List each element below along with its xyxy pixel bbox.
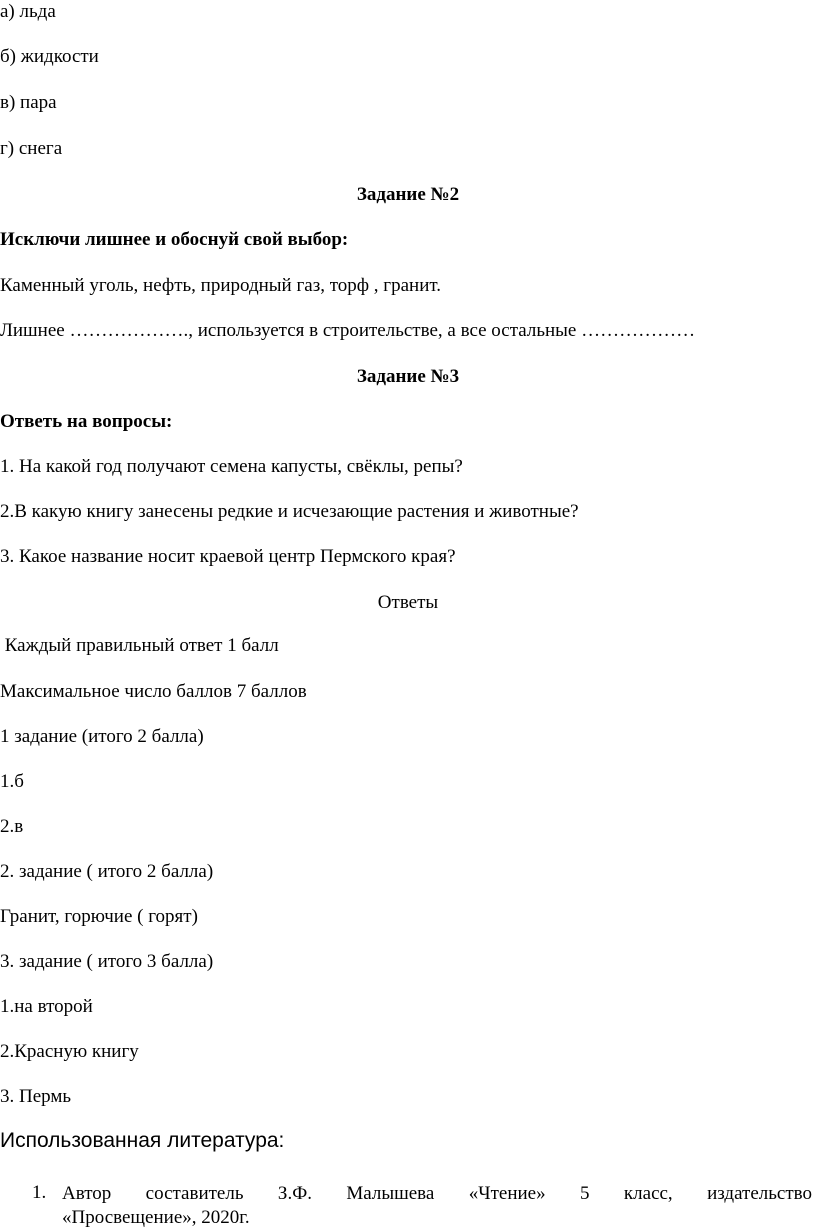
reference-line-1: Автор составитель З.Ф. Малышева «Чтение» 5 класс, издательство (62, 1183, 812, 1204)
task3-instruction: Ответь на вопросы: (0, 411, 173, 432)
answer-line: 2.Красную книгу (0, 1041, 139, 1062)
task2-instruction: Исключи лишнее и обоснуй свой выбор: (0, 229, 349, 250)
answers-title: Ответы (377, 592, 439, 613)
option-a: а) льда (0, 1, 56, 22)
task2-fill-sentence: Лишнее ………………., используется в строительстве, а все остальные ……………… (0, 320, 696, 341)
task3-title: Задание №3 (356, 366, 460, 387)
reference-number: 1. (32, 1182, 47, 1203)
answer-line: 1 задание (итого 2 балла) (0, 726, 204, 747)
task3-question-2: 2.В какую книгу занесены редкие и исчезающие растения и животные? (0, 501, 579, 522)
option-d: г) снега (0, 138, 63, 159)
option-b: б) жидкости (0, 46, 99, 67)
answer-line: 1.б (0, 771, 24, 792)
task3-question-3: 3. Какое название носит краевой центр Пермского края? (0, 546, 456, 567)
reference-line-2: «Просвещение», 2020г. (62, 1207, 250, 1228)
answer-line: 2. задание ( итого 2 балла) (0, 861, 214, 882)
answer-line: 1.на второй (0, 996, 93, 1017)
task2-items: Каменный уголь, нефть, природный газ, торф , гранит. (0, 275, 441, 296)
answer-line: 3. задание ( итого 3 балла) (0, 951, 214, 972)
answers-scoring-1: Каждый правильный ответ 1 балл (0, 635, 279, 656)
answer-line: 3. Пермь (0, 1086, 72, 1107)
references-heading: Использованная литература: (0, 1129, 285, 1152)
reference-item (62, 1182, 812, 1230)
task2-title: Задание №2 (356, 184, 460, 205)
task3-question-1: 1. На какой год получают семена капусты, свёклы, репы? (0, 456, 463, 477)
answers-scoring-2: Максимальное число баллов 7 баллов (0, 681, 307, 702)
answer-line: Гранит, горючие ( горят) (0, 906, 198, 927)
answer-line: 2.в (0, 816, 24, 837)
option-c: в) пара (0, 92, 57, 113)
